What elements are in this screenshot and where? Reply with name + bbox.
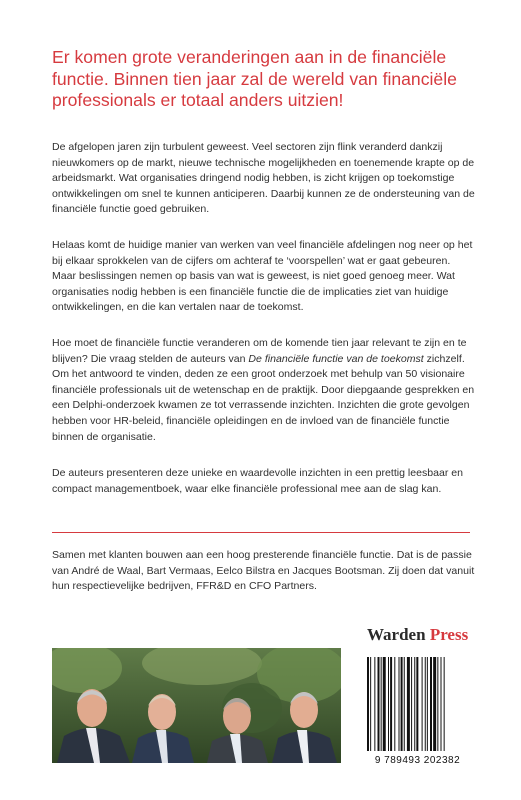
authors-photo xyxy=(52,648,341,763)
about-authors: Samen met klanten bouwen aan een hoog presterende financiële functie. Dat is de passie van André de Waal, Bart Vermaas, Eelco Bilstra en Jacques Bootsman. Zij doen dat vanuit hun respectievelijke bedrijven, FFR&D en CFO Partners. xyxy=(52,549,475,593)
publisher-name-part2: Press xyxy=(429,625,469,644)
barcode-digits: 9 789493 202382 xyxy=(374,755,461,766)
paragraph-3-intro: Hoe moet de financiële functie veranderen om de komende tien jaar relevant te zijn en te blijven? Die vraag stelden de auteurs van xyxy=(52,337,467,365)
barcode xyxy=(364,655,471,773)
paragraph-2: Helaas komt de huidige manier van werken van veel financiële afdelingen nog neer op het bij elkaar sprokkelen van de cijfers om achteraf te ‘voorspellen’ wat er gaat gebeuren. Maar beslissingen nemen op basis van wat is geweest, is niet goed genoeg meer. Wat organisaties nodig hebben is een financiële functie die de implicaties ziet van huidige ontwikkelingen, en die kan vertalen naar de toekomst. xyxy=(52,239,473,314)
headline: Er komen grote veranderingen aan in de financiële functie. Binnen tien jaar zal de wereld van financiële professionals er totaal anders uitzien! xyxy=(52,47,457,110)
paragraph-3-rest: zichzelf. Om het antwoord te vinden, deden ze een groot onderzoek met behulp van 50 visionaire financiële professionals uit de wetenschap en de praktijk. Door diepgaande gesprekken en een Delphi-onderzoek kwamen ze tot verrassende inzichten. Inzichten die grote gevolgen hebben voor HR-beleid, financiële opleidingen en de invloed van de financiële functie binnen de organisatie. xyxy=(52,352,475,443)
publisher-name-part1: Warden xyxy=(367,625,430,644)
divider-rule xyxy=(52,532,470,533)
publisher-logo xyxy=(367,625,468,645)
paragraph-1: De afgelopen jaren zijn turbulent geweest. Veel sectoren zijn flink veranderd dankzij nieuwkomers op de markt, nieuwe technische mogelijkheden en toenemende krapte op de arbeidsmarkt. Wat organisaties dringend nodig hebben, is zicht krijgen op toekomstige ontwikkelingen om snel te kunnen anticiperen. Daarbij kunnen ze de ondersteuning van de financiële functie goed gebruiken. xyxy=(52,141,475,216)
paragraph-3 xyxy=(52,336,477,445)
paragraph-4: De auteurs presenteren deze unieke en waardevolle inzichten in een prettig leesbaar en compact managementboek, waar elke financiële professional mee aan de slag kan. xyxy=(52,467,464,495)
barcode-bars xyxy=(364,655,471,753)
authors-photo-image xyxy=(52,648,341,763)
book-title: De financiële functie van de toekomst xyxy=(248,352,424,365)
